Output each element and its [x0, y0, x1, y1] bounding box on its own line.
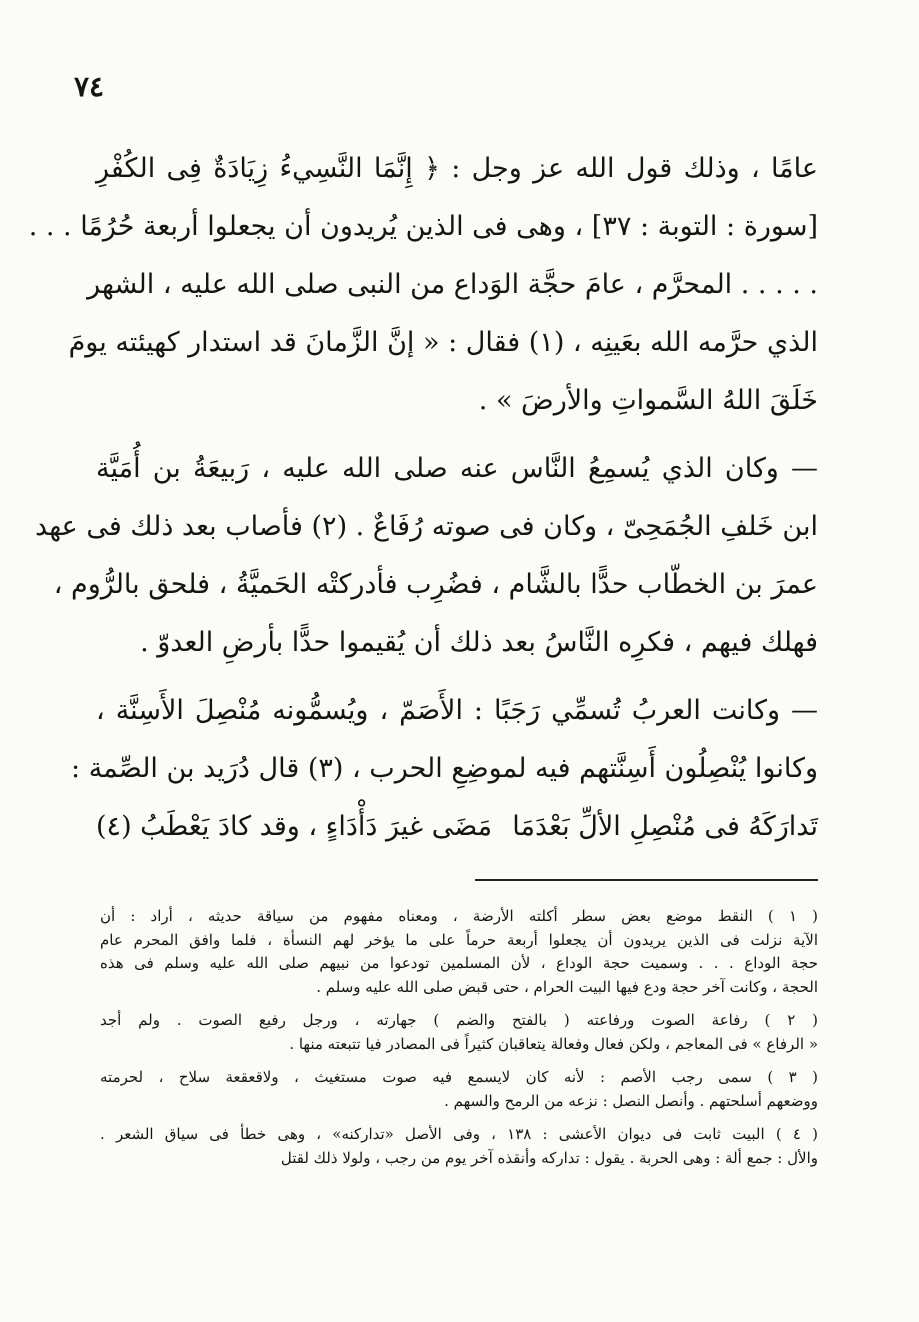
text-line: — وكانت العربُ تُسمِّي رَجَبًا : الأَصَمّ ، ويُسمُّونه مُنْصِلَ الأَسِنَّة ،	[96, 695, 818, 726]
text-line: فهلك فيهم ، فكرِه النَّاسُ بعد ذلك أن يُقيموا حدًّا بأرضِ العدوّ .	[140, 627, 818, 658]
footnote-line: الحجة ، وكانت آخر حجة ودع فيها البيت الحرام ، حتى قبض صلى الله عليه وسلم .	[316, 977, 818, 996]
text-line: الذي حرَّمه الله بعَينِه ، (١) فقال : « إنَّ الزَّمانَ قد استدار كهيئته يومَ	[68, 327, 818, 358]
text-line: . . . . . المحرَّم ، عامَ حجَّة الوَداع من النبى صلى الله عليه ، الشهر	[87, 269, 818, 300]
footnote-line: ( ٤ ) البيت ثابت فى ديوان الأعشى : ١٣٨ ، وفى الأصل «تداركنه» ، وهى خطأ فى سياق الشعر .	[100, 1125, 819, 1143]
text-line: ابن خَلفِ الجُمَحِىّ ، وكان فى صوته رُفَاعٌ . (٢) فأصاب بعد ذلك فى عهد	[35, 511, 818, 542]
footnote-line: والأل : جمع ألة : وهى الحربة . يقول : تداركه وأنقذه آخر يوم من رجب ، ولولا ذلك لقتل	[280, 1148, 818, 1167]
text-line: عمرَ بن الخطّاب حدًّا بالشَّام ، فضُرِب فأدركتْه الحَميَّةُ ، فلحق بالرُّوم ،	[53, 569, 818, 600]
page-number: ٧٤	[74, 70, 105, 103]
text-line: خَلَقَ اللهُ السَّمواتِ والأرضَ » .	[478, 385, 818, 416]
footnote-line: ( ٢ ) رفاعة الصوت ورفاعته ( بالفتح والضم ) جهارته ، ورجل رفيع الصوت . ولم أجد	[100, 1011, 818, 1029]
verse-first-hemistich: تَدارَكَهُ فى مُنْصِلِ الألِّ بَعْدَمَا	[512, 811, 818, 842]
footnote-line: حجة الوداع . . . وسميت حجة الوداع ، لأن المسلمين تودعوا من نبيهم صلى الله عليه وسلم فى هذه	[100, 954, 818, 972]
footnote-3	[100, 1066, 818, 1113]
main-text	[28, 140, 818, 856]
text-line: — وكان الذي يُسمِعُ النَّاس عنه صلى الله عليه ، رَبيعَةُ بن أُمَيَّة	[96, 453, 818, 484]
footnote-1	[100, 905, 818, 999]
footnote-2	[100, 1009, 818, 1056]
footnote-line: « الرفاع » فى المعاجم ، ولكن فعال وفعالة يتعاقبان كثيراً فى المصادر فيا تتبعته منها .	[289, 1034, 818, 1053]
text-line: [سورة : التوبة : ٣٧] ، وهى فى الذين يُريدون أن يجعلوا أربعة حُرُمًا . . .	[28, 211, 818, 242]
footnote-line: الآية نزلت فى الذين يريدون أن يجعلوا أربعة حرماً على ما يؤخر لهم النسأة ، فلما وافق المحرم عام	[100, 930, 818, 949]
footnote-4	[100, 1123, 818, 1170]
footnote-line: ( ١ ) النقط موضع بعض سطر أكلته الأرضة ، ومعناه مفهوم من سياقة حديثه ، أراد : أن	[100, 907, 819, 925]
text-line: وكانوا يُنْصِلُون أَسِنَّتهم فيه لموضِعِ الحرب ، (٣) قال دُرَيد بن الصِّمة :	[71, 753, 818, 784]
verse-second-hemistich: مَضَى غيرَ دَأْدَاءٍ ، وقد كادَ يَعْطَبُ (٤)	[96, 811, 493, 842]
footnotes	[100, 905, 818, 1170]
footnote-divider	[475, 879, 818, 881]
text-line: عامًا ، وذلك قول الله عز وجل : ﴿ إِنَّمَا النَّسِيءُ زِيَادَةٌ فِى الكُفْرِ	[96, 153, 818, 184]
footnote-line: ( ٣ ) سمى رجب الأصم : لأنه كان لايسمع فيه صوت مستغيث ، ولاقعقعة سلاح ، لحرمته	[100, 1068, 818, 1086]
poem-verse	[96, 798, 818, 856]
footnote-line: ووضعهم أسلحتهم . وأنصل النصل : نزعه من الرمح والسهم .	[444, 1091, 818, 1110]
